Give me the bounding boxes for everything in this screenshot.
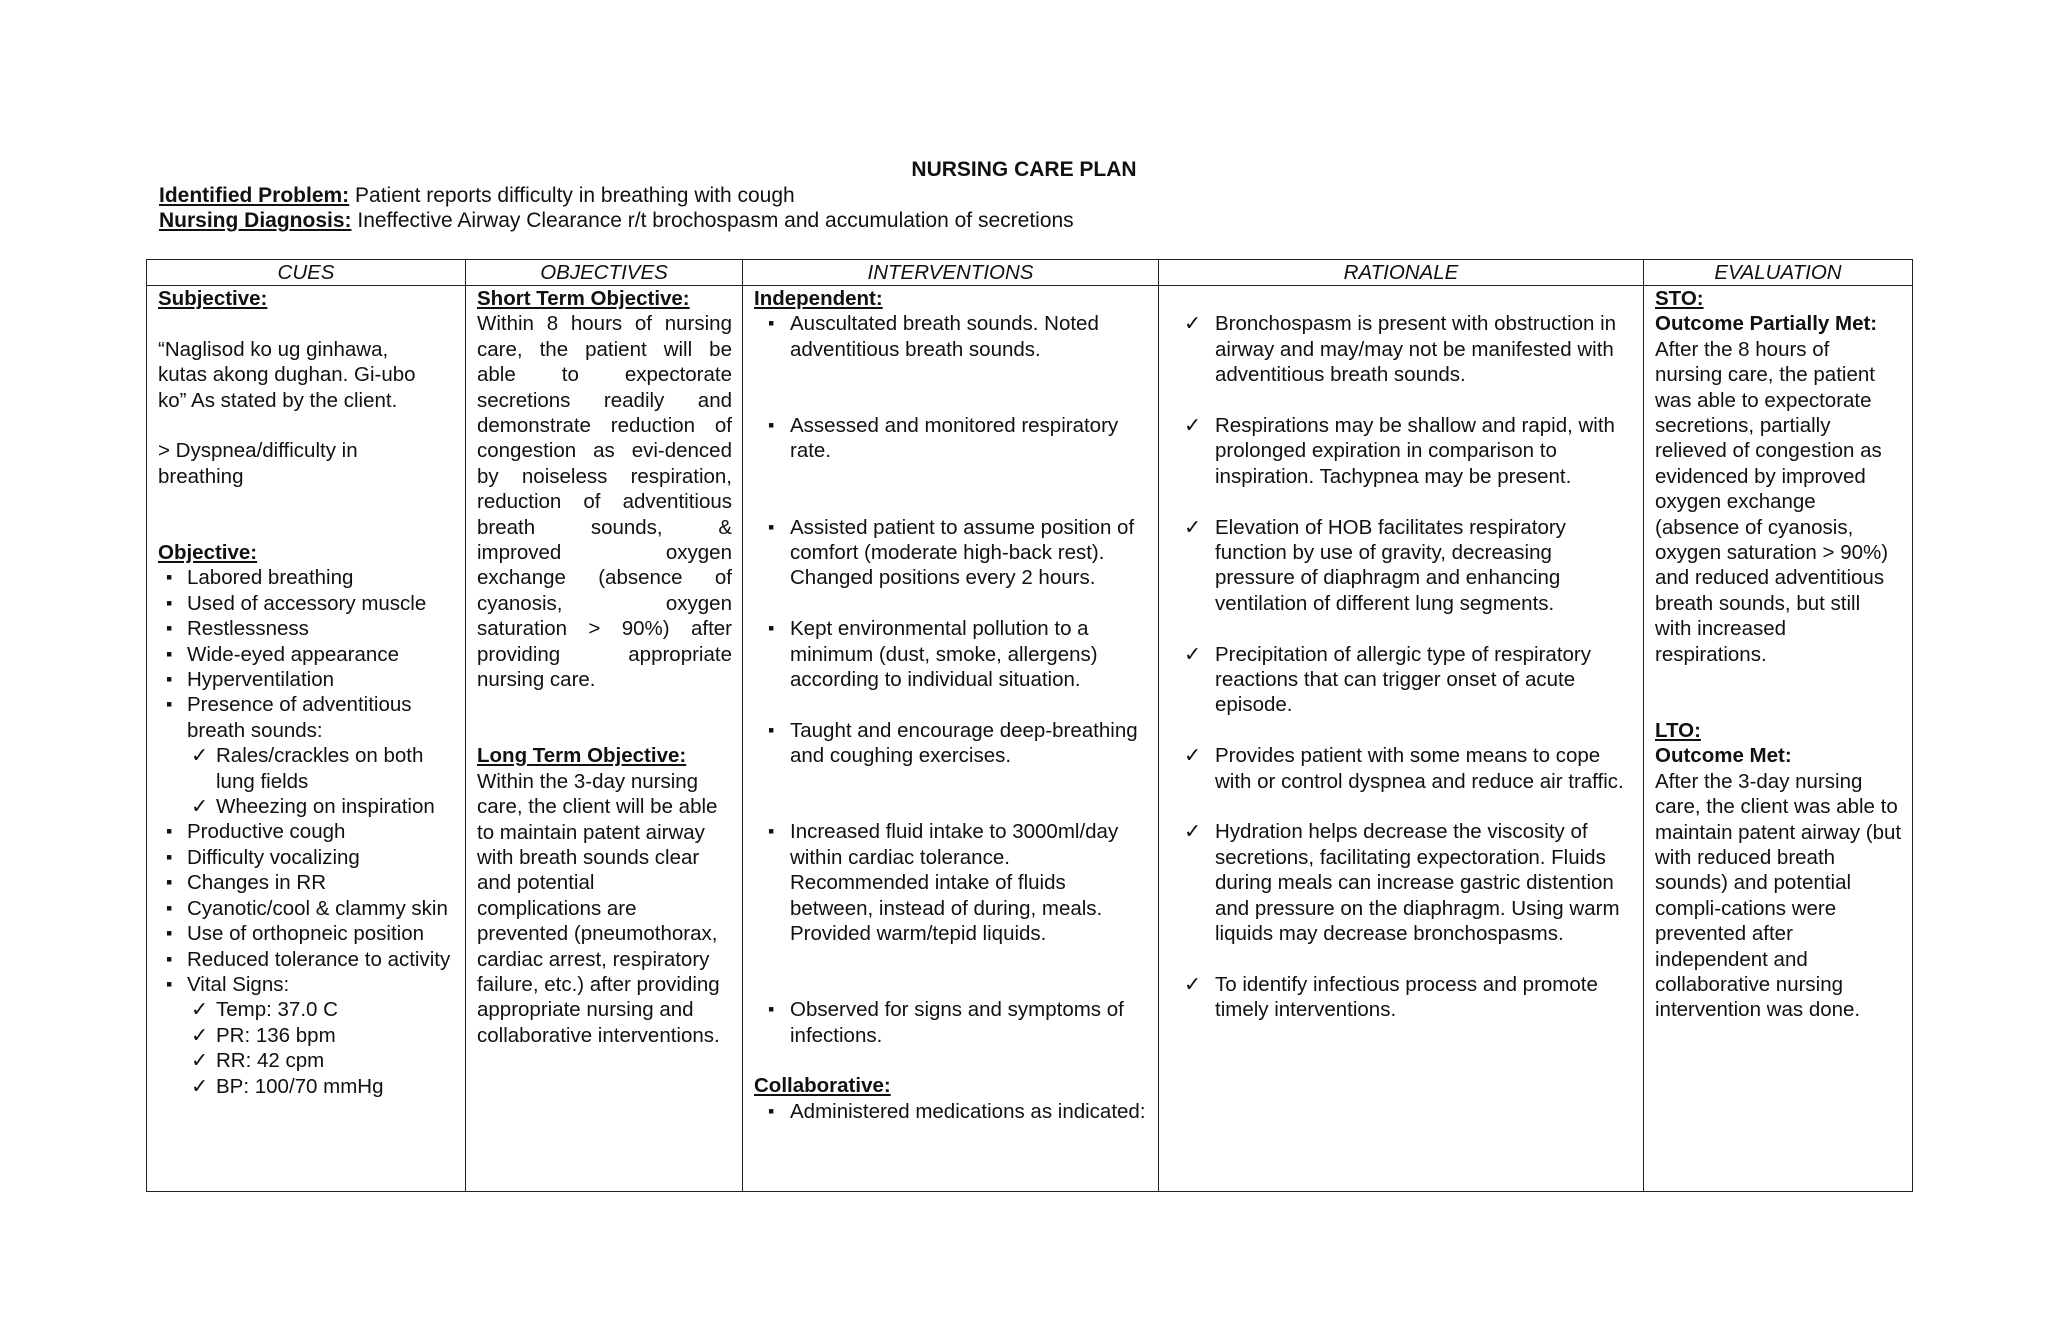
list-item: ▪ Wide-eyed appearance [158, 642, 455, 667]
list-item: ▪ Reduced tolerance to activity [158, 947, 455, 972]
list-item: ▪ Cyanotic/cool & clammy skin [158, 896, 455, 921]
identified-problem [159, 184, 795, 208]
objective-line: congestion as evi-denced [477, 439, 732, 463]
subjective-quote-line: “Naglisod ko ug ginhawa, [158, 337, 389, 361]
nursing-diagnosis [159, 209, 1074, 233]
objective-line: providing appropriate [477, 642, 732, 666]
objective-line: by noiseless respiration, [477, 464, 732, 488]
objective-line: Within 8 hours of nursing [477, 312, 732, 336]
objective-cues-list [158, 565, 455, 1099]
list-item-text: Vital Signs: [187, 972, 290, 996]
list-item [158, 972, 455, 1099]
subjective-quote-line: kutas akong dughan. Gi-ubo [158, 363, 416, 387]
list-item [158, 692, 455, 819]
subjective-quote-line: ko” As stated by the client. [158, 388, 398, 412]
independent-heading: Independent: [754, 287, 883, 310]
list-item: ▪ Labored breathing [158, 565, 455, 590]
list-item: ▪ Hyperventilation [158, 667, 455, 692]
rationale-item: ✓ Respirations may be shallow and rapid, with prolonged expiration in comparison to inspiration. Tachypnea may be present. [1170, 413, 1633, 489]
rationale-item: ✓ Bronchospasm is present with obstruction in airway and may/may not be manifested with adventitious breath sounds. [1170, 311, 1633, 387]
interventions-cell [743, 286, 1159, 1192]
intervention-item: ▪ Taught and encourage deep-breathing and coughing exercises. [754, 718, 1148, 769]
list-item: ✓ Rales/crackles on both lung fields [187, 743, 455, 794]
objective-line: able to expectorate [477, 363, 732, 387]
objective-line: cyanosis, oxygen [477, 591, 732, 615]
list-item: ✓ Temp: 37.0 C [187, 997, 455, 1022]
objectives-cell [466, 286, 743, 1192]
objective-line: demonstrate reduction of [477, 414, 732, 438]
evaluation-cell [1644, 286, 1913, 1192]
objective-line: nursing care. [477, 668, 596, 692]
header-objectives: OBJECTIVES [466, 260, 743, 286]
rationale-item: ✓ Provides patient with some means to cope with or control dyspnea and reduce air traffic. [1170, 743, 1633, 794]
rationale-item: ✓ Hydration helps decrease the viscosity of secretions, facilitating expectoration. Fluids during meals can increase gastric distention and pressure on the diaphragm. Using warm liquids may decrease bronchospasms. [1170, 819, 1633, 946]
rationale-item: ✓ Precipitation of allergic type of respiratory reactions that can trigger onset of acute episode. [1170, 642, 1633, 718]
rationale-item: ✓ Elevation of HOB facilitates respiratory function by use of gravity, decreasing pressure of diaphragm and enhancing ventilation of different lung segments. [1170, 515, 1633, 617]
lto-heading: LTO: [1655, 718, 1701, 742]
sto-heading: STO: [1655, 287, 1704, 310]
objective-heading: Objective: [158, 541, 258, 564]
identified-problem-text: Patient reports difficulty in breathing with cough [349, 184, 795, 207]
care-plan-table [146, 259, 1913, 1192]
intervention-item: ▪ Observed for signs and symptoms of infections. [754, 997, 1148, 1048]
header-rationale: RATIONALE [1159, 260, 1644, 286]
dyspnea-line: breathing [158, 464, 244, 488]
objective-line: exchange (absence of [477, 566, 732, 590]
vital-signs-list [187, 997, 455, 1099]
intervention-item: ▪ Administered medications as indicated: [754, 1099, 1148, 1124]
short-term-objective-heading: Short Term Objective: [477, 287, 690, 310]
lto-outcome: Outcome Met: [1655, 744, 1792, 768]
collaborative-heading: Collaborative: [754, 1074, 891, 1098]
identified-problem-label: Identified Problem: [159, 184, 350, 207]
header-evaluation: EVALUATION [1644, 260, 1913, 286]
table-header-row [147, 260, 1913, 286]
list-item: ✓ Wheezing on inspiration [187, 794, 455, 819]
list-item: ▪ Productive cough [158, 819, 455, 844]
list-item: ▪ Changes in RR [158, 870, 455, 895]
long-term-objective-heading: Long Term Objective: [477, 744, 687, 768]
table-body-row [147, 286, 1913, 1192]
subjective-heading: Subjective: [158, 287, 268, 310]
list-item: ✓ RR: 42 cpm [187, 1048, 455, 1073]
intervention-item: ▪ Auscultated breath sounds. Noted adventitious breath sounds. [754, 311, 1148, 362]
objective-line: improved oxygen [477, 541, 732, 565]
sto-outcome: Outcome Partially Met: [1655, 312, 1878, 336]
objective-line: saturation > 90%) after [477, 617, 732, 641]
dyspnea-line: > Dyspnea/difficulty in [158, 439, 358, 463]
breath-sounds-list [187, 743, 455, 819]
list-item-text: Presence of adventitious breath sounds: [187, 693, 412, 742]
list-item: ✓ PR: 136 bpm [187, 1023, 455, 1048]
list-item: ▪ Difficulty vocalizing [158, 845, 455, 870]
lto-evaluation-text: After the 3-day nursing care, the client was able to maintain patent airway (but with reduced breath sounds) and potential compli-cations were prevented after independent and collaborative nursing intervention was done. [1655, 769, 1902, 1022]
list-item: ▪ Use of orthopneic position [158, 921, 455, 946]
document-title: NURSING CARE PLAN [911, 158, 1137, 181]
intervention-item: ▪ Increased fluid intake to 3000ml/day within cardiac tolerance. Recommended intake of fluids between, instead of during, meals. Provided warm/tepid liquids. [754, 819, 1148, 946]
nursing-diagnosis-text: Ineffective Airway Clearance r/t brochospasm and accumulation of secretions [351, 209, 1074, 232]
objective-line: breath sounds, & [477, 515, 732, 539]
header-interventions: INTERVENTIONS [743, 260, 1159, 286]
sto-evaluation-text: After the 8 hours of nursing care, the patient was able to expectorate secretions, partially relieved of congestion as evidenced by improved oxygen exchange (absence of cyanosis, oxygen saturation > 90%) and reduced adventitious breath sounds, but still with increased respirations. [1655, 337, 1889, 666]
header-cues: CUES [147, 260, 466, 286]
cues-cell [147, 286, 466, 1192]
intervention-item: ▪ Assisted patient to assume position of comfort (moderate high-back rest). Changed positions every 2 hours. [754, 515, 1148, 591]
long-term-objective-text: Within the 3-day nursing care, the client will be able to maintain patent airway with breath sounds clear and potential complications are prevented (pneumothorax, cardiac arrest, respiratory failure, etc.) after providing appropriate nursing and collaborative interventions. [477, 769, 720, 1047]
intervention-item: ▪ Kept environmental pollution to a minimum (dust, smoke, allergens) according to individual situation. [754, 616, 1148, 692]
list-item: ▪ Used of accessory muscle [158, 591, 455, 616]
objective-line: reduction of adventitious [477, 490, 732, 514]
rationale-cell [1159, 286, 1644, 1192]
objective-line: secretions readily and [477, 388, 732, 412]
objective-line: care, the patient will be [477, 337, 732, 361]
intervention-item: ▪ Assessed and monitored respiratory rate. [754, 413, 1148, 464]
list-item: ▪ Restlessness [158, 616, 455, 641]
nursing-diagnosis-label: Nursing Diagnosis: [159, 209, 352, 232]
rationale-item: ✓ To identify infectious process and promote timely interventions. [1170, 972, 1633, 1023]
list-item: ✓ BP: 100/70 mmHg [187, 1074, 455, 1099]
